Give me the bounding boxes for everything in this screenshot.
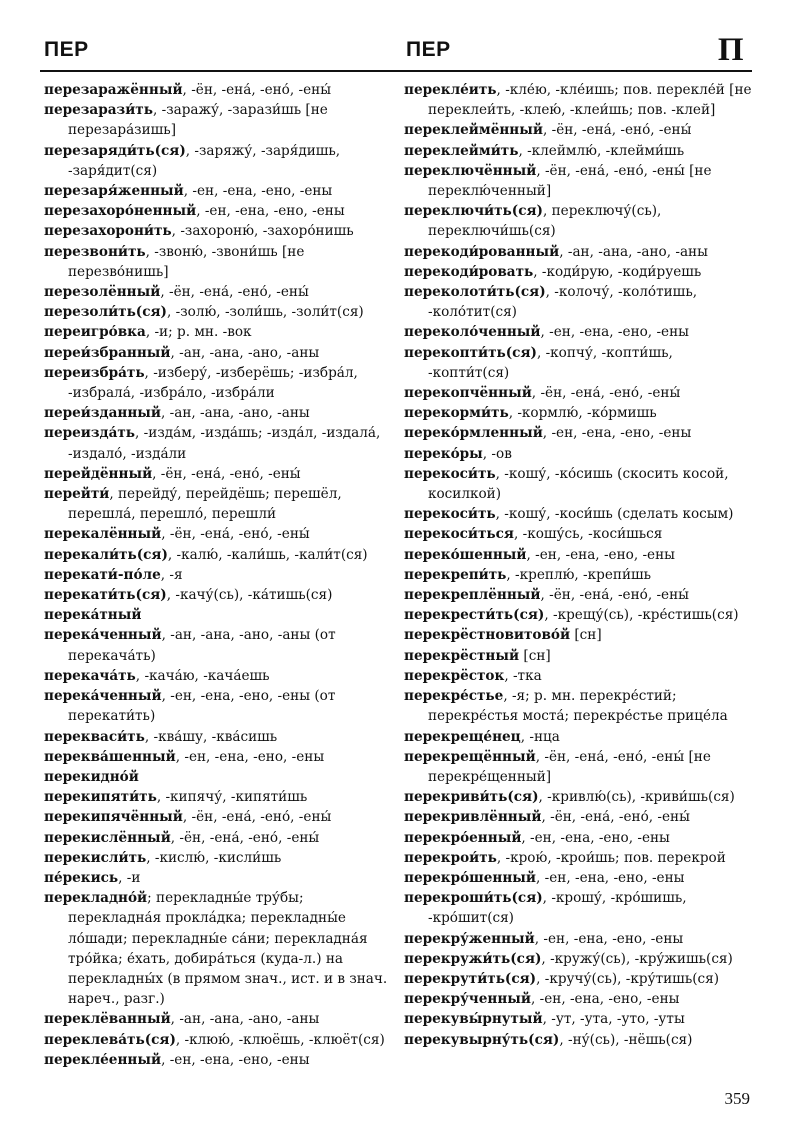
dictionary-entry xyxy=(44,141,396,181)
dictionary-entry xyxy=(404,666,752,686)
entry-forms: , -звоню́, -звони́шь [не перезво́нишь] xyxy=(68,243,305,280)
headword: перекле́ить xyxy=(404,82,497,98)
entry-forms: , -ён, -ена́, -ено́, -ены́ xyxy=(152,465,301,482)
headword: перекрути́ть(ся) xyxy=(404,970,537,987)
dictionary-entry xyxy=(404,605,752,625)
entry-forms: , -ен, -ена, -ено, -ены xyxy=(534,930,684,947)
headword: перекроши́ть(ся) xyxy=(404,890,543,907)
headword: перейдённый xyxy=(44,465,153,482)
headword: перекислённый xyxy=(44,829,171,846)
dictionary-entry xyxy=(404,504,752,524)
dictionary-entry xyxy=(404,80,752,120)
entry-forms: , -копчу́, -копти́шь, -копти́т(ся) xyxy=(428,344,673,381)
headword: переко́рмленный xyxy=(404,425,543,442)
headword: переклейми́ть xyxy=(404,142,519,159)
entry-forms: , -нца xyxy=(520,728,560,745)
headword: перекача́ть xyxy=(44,667,136,684)
entry-forms: , -ён, -ена́, -ено́, -ены́ xyxy=(182,809,332,826)
entry-forms: , -ен, -ена, -ено, -ены xyxy=(526,546,675,563)
headword: перейти́ xyxy=(44,486,110,503)
entry-forms: , -ен, -ена, -ено, -ены xyxy=(161,1051,310,1068)
entry-forms: , -ен, -ена, -ено, -ены xyxy=(536,869,685,886)
dictionary-entry xyxy=(44,585,396,605)
entry-forms: , -ан, -ана, -ано, -аны xyxy=(559,243,708,260)
headword: перезахорони́ть xyxy=(44,223,172,240)
entry-forms: , -ён, -ена́, -ено́, -ены́ xyxy=(540,587,689,604)
headword: перекрести́ть(ся) xyxy=(404,607,545,624)
entry-forms: , -кипячу́, -кипяти́шь xyxy=(156,789,308,806)
headword: перекорми́ть xyxy=(404,405,509,422)
entry-forms: , -кручу́(сь), -кру́тишь(ся) xyxy=(536,970,720,987)
entry-forms: , -и; р. мн. -вок xyxy=(145,324,252,341)
headword: перекрепи́ть xyxy=(404,566,507,583)
center-guide-word: ПЕР xyxy=(406,38,451,61)
left-column xyxy=(44,80,396,1070)
dictionary-entry xyxy=(404,565,752,585)
dictionary-entry xyxy=(44,666,396,686)
entry-forms: , -ов xyxy=(482,445,512,462)
entry-forms: , -клюю́, -клюёшь, -клюёт(ся) xyxy=(175,1031,385,1048)
headword: переключи́ть(ся) xyxy=(404,203,543,220)
headword: перека́тный xyxy=(44,607,142,624)
entry-forms: , -креплю́, -крепи́шь xyxy=(506,566,652,583)
entry-forms: , -ну́(сь), -нёшь(ся) xyxy=(559,1031,693,1048)
headword: переизбра́ть xyxy=(44,364,145,381)
headword: перекипячённый xyxy=(44,809,183,826)
entry-forms: , -ут, -ута, -уто, -уты xyxy=(542,1011,685,1028)
dictionary-entry xyxy=(44,201,396,221)
headword: перезаражённый xyxy=(44,82,183,98)
headword: перекисли́ть xyxy=(44,849,147,866)
entry-forms: , -ён, -ена́, -ено́, -ены́ [не переклю́ченный] xyxy=(428,162,712,200)
dictionary-entry xyxy=(44,343,396,363)
dictionary-entry xyxy=(44,747,396,767)
dictionary-entry xyxy=(44,524,396,544)
headword: перекриви́ть(ся) xyxy=(404,789,539,806)
headword: перекоси́ться xyxy=(404,526,514,543)
entry-forms: , -ан, -ана, -ано, -аны (от перекача́ть) xyxy=(68,627,336,664)
entry-forms: , -качу́(сь), -ка́тишь(ся) xyxy=(166,587,333,604)
dictionary-entry xyxy=(404,646,752,666)
dictionary-entry xyxy=(404,343,752,383)
left-guide-word: ПЕР xyxy=(44,38,89,61)
entry-forms: , -крошу́, -кро́шишь, -кро́шит(ся) xyxy=(428,890,687,927)
dictionary-entry xyxy=(404,1009,752,1029)
headword: перекати́ть(ся) xyxy=(44,587,167,604)
entry-forms: , -ен, -ена, -ено, -ены xyxy=(521,829,670,846)
headword: перезаряди́ть(ся) xyxy=(44,142,186,159)
dictionary-entry xyxy=(404,969,752,989)
running-header xyxy=(40,32,752,72)
headword: перека́ченный xyxy=(44,627,162,644)
entry-forms: ; перекладны́е тру́бы; перекладна́я проклáдка; перекладны́е ло́шади; перекладны́е са́ни; перекладна́я тро́йка; е́хать, добира́ться (куда-л.) на перекладны́х (в прямом знач., ист. и в знач. нареч., разг.) xyxy=(68,890,388,1008)
dictionary-entry xyxy=(44,605,396,625)
headword: пе́рекись xyxy=(44,869,119,886)
headword: перека́ченный xyxy=(44,688,162,705)
dictionary-entry xyxy=(44,403,396,423)
dictionary-entry xyxy=(404,161,752,201)
entry-forms: , -ан, -ана, -ано, -аны xyxy=(170,1011,320,1028)
dictionary-entry xyxy=(44,80,396,100)
headword: переклева́ть(ся) xyxy=(44,1031,176,1048)
entry-forms: , -кривлю́(сь), -криви́шь(ся) xyxy=(538,789,735,806)
dictionary-entry xyxy=(44,625,396,665)
dictionary-entry xyxy=(44,686,396,726)
dictionary-entry xyxy=(404,686,752,726)
dictionary-entry xyxy=(404,423,752,443)
headword: переи́збранный xyxy=(44,344,171,361)
dictionary-entry xyxy=(44,322,396,342)
dictionary-entry xyxy=(44,363,396,403)
dictionary-entry xyxy=(404,868,752,888)
dictionary-entry xyxy=(404,141,752,161)
headword: перекувы́рнутый xyxy=(404,1011,543,1028)
headword: перекреплённый xyxy=(404,587,541,604)
entry-forms: [сн] xyxy=(519,647,551,664)
header-rule xyxy=(40,70,752,72)
headword: перекрёстный xyxy=(404,647,520,664)
headword: перекалённый xyxy=(44,526,162,543)
entry-forms: , -кошу́сь, -коси́шься xyxy=(513,526,663,543)
dictionary-entry xyxy=(44,828,396,848)
dictionary-entry xyxy=(44,181,396,201)
dictionary-entry xyxy=(404,747,752,787)
entry-forms: , -ен, -ена, -ено, -ены xyxy=(540,324,689,341)
headword: перекривлённый xyxy=(404,809,542,826)
dictionary-entry xyxy=(44,807,396,827)
dictionary-entry xyxy=(404,888,752,928)
headword: перекоди́ровать xyxy=(404,263,534,280)
headword: перекипяти́ть xyxy=(44,789,157,806)
headword: переизда́ть xyxy=(44,425,136,442)
entry-forms: , -я xyxy=(160,566,183,583)
dictionary-entry xyxy=(404,625,752,645)
headword: перекрёстновитово́й xyxy=(404,627,571,644)
headword: перекидно́й xyxy=(44,768,139,785)
dictionary-entry xyxy=(44,565,396,585)
section-letter: П xyxy=(717,32,744,68)
entry-forms: , -золю́, -золи́шь, -золи́т(ся) xyxy=(167,304,364,321)
entry-forms: , -изда́м, -изда́шь; -изда́л, -издала́, -издало́, -изда́ли xyxy=(68,425,381,462)
headword: перезахоро́ненный xyxy=(44,203,197,220)
headword: перекувырну́ть(ся) xyxy=(404,1031,560,1048)
dictionary-entry xyxy=(44,545,396,565)
page-number: 359 xyxy=(724,1089,750,1108)
dictionary-entry xyxy=(44,1050,396,1070)
headword: переко́ры xyxy=(404,445,483,462)
dictionary-entry xyxy=(44,302,396,322)
entry-forms: , -колочу́, -коло́тишь, -коло́тит(ся) xyxy=(428,284,698,321)
headword: переклеймённый xyxy=(404,122,543,139)
entry-forms: , -клеймлю́, -клейми́шь xyxy=(518,142,685,159)
headword: переко́шенный xyxy=(404,546,527,563)
headword: перекоси́ть xyxy=(404,465,496,482)
entry-forms: , -ен, -ена, -ено, -ены xyxy=(183,183,333,200)
entry-forms: , -кле́ю, -кле́ишь; пов. перекле́й [не переклеи́ть, -клею́, -клеи́шь; пов. -клей] xyxy=(428,82,752,119)
dictionary-entry xyxy=(404,787,752,807)
headword: перекваси́ть xyxy=(44,728,145,745)
dictionary-entry xyxy=(44,787,396,807)
dictionary-entry xyxy=(404,242,752,262)
entry-forms: [сн] xyxy=(570,627,602,644)
entry-forms: , -я; р. мн. перекре́стий; перекре́стья моста́; перекре́стье прице́ла xyxy=(428,688,728,725)
entry-forms: , перейду́, перейдёшь; перешёл, перешла́, перешло́, перешли́ xyxy=(68,486,342,523)
entry-forms: , -заряжу́, -заря́дишь, -заря́дит(ся) xyxy=(68,142,341,179)
headword: переколо́ченный xyxy=(404,324,541,341)
entry-forms: , -кача́ю, -кача́ешь xyxy=(135,667,270,684)
headword: переклёванный xyxy=(44,1011,171,1028)
dictionary-entry xyxy=(44,221,396,241)
dictionary-entry xyxy=(404,464,752,504)
dictionary-entry xyxy=(44,868,396,888)
dictionary-entry xyxy=(44,282,396,302)
entry-forms: , -ён, -ена́, -ено́, -ены́ xyxy=(170,829,320,846)
entry-forms: , -ква́шу, -ква́сишь xyxy=(144,728,278,745)
entry-forms: , -ен, -ена, -ено, -ены xyxy=(175,748,325,765)
headword: переи́зданный xyxy=(44,405,161,422)
entry-forms: , -кислю́, -кисли́шь xyxy=(146,849,282,866)
dictionary-entry xyxy=(44,484,396,524)
dictionary-entry xyxy=(44,100,396,140)
headword: перезаря́женный xyxy=(44,183,184,200)
headword: перекопти́ть(ся) xyxy=(404,344,537,361)
entry-forms: , -тка xyxy=(504,667,542,684)
dictionary-entry xyxy=(44,888,396,1009)
headword: перекру́ченный xyxy=(404,991,531,1008)
dictionary-entry xyxy=(404,322,752,342)
headword: перезоли́ть(ся) xyxy=(44,304,167,321)
entry-forms: , -ён, -ена́, -ено́, -ены́ xyxy=(541,809,690,826)
dictionary-entry xyxy=(44,1030,396,1050)
entry-forms: , -и xyxy=(118,869,141,886)
headword: перекре́стье xyxy=(404,688,504,705)
dictionary-entry xyxy=(404,201,752,241)
headword: переигро́вка xyxy=(44,324,146,341)
entry-forms: , -ён, -ена́, -ено́, -ены́ xyxy=(161,526,310,543)
entry-forms: , -кошу́, -ко́сишь (скосить косой, косилкой) xyxy=(428,465,729,503)
headword: перекоди́рованный xyxy=(404,243,560,260)
dictionary-entry xyxy=(404,949,752,969)
entry-forms: , -захороню́, -захоро́нишь xyxy=(171,223,354,240)
dictionary-entry xyxy=(44,727,396,747)
dictionary-entry xyxy=(404,120,752,140)
dictionary-entry xyxy=(404,262,752,282)
entry-forms: , -ён, -ена́, -ено́, -ены́ xyxy=(160,284,309,301)
entry-forms: , -ён, -ена́, -ено́, -ены́ [не перекре́щенный] xyxy=(428,748,711,785)
entry-forms: , -ён, -ена́, -ено́, -ены́ xyxy=(531,385,681,402)
dictionary-entry xyxy=(404,1030,752,1050)
headword: перекро́шенный xyxy=(404,869,537,886)
entry-forms: , -ён, -ена́, -ено́, -ены́ xyxy=(542,122,692,139)
dictionary-entry xyxy=(44,1009,396,1029)
dictionary-entry xyxy=(44,464,396,484)
headword: перекрои́ть xyxy=(404,849,497,866)
dictionary-entry xyxy=(404,282,752,322)
dictionary-entry xyxy=(404,989,752,1009)
headword: перекле́енный xyxy=(44,1051,162,1068)
dictionary-entry xyxy=(404,403,752,423)
headword: перезвони́ть xyxy=(44,243,146,260)
headword: перекреще́нец xyxy=(404,728,521,745)
headword: перекладно́й xyxy=(44,890,148,907)
dictionary-entry xyxy=(44,767,396,787)
entry-forms: , -ан, -ана, -ано, -аны xyxy=(170,344,320,361)
headword: перекру́женный xyxy=(404,930,535,947)
dictionary-entry xyxy=(404,848,752,868)
entry-forms: , -крою́, -крои́шь; пов. перекрой xyxy=(496,849,726,866)
headword: перекрещённый xyxy=(404,748,536,765)
headword: перезолённый xyxy=(44,284,161,301)
dictionary-entry xyxy=(404,524,752,544)
entry-forms: , -изберу́, -изберёшь; -избра́л, -избрала́, -избра́ло, -избра́ли xyxy=(68,364,358,402)
entry-forms: , -кошу́, -коси́шь (сделать косым) xyxy=(495,506,734,523)
dictionary-entry xyxy=(404,545,752,565)
entry-forms: , -коди́рую, -коди́руешь xyxy=(533,263,702,280)
entry-forms: , -ен, -ена, -ено, -ены (от перекати́ть) xyxy=(68,688,336,725)
entry-forms: , -ён, -ена́, -ено́, -ены́ xyxy=(182,82,332,98)
headword: переключённый xyxy=(404,162,537,179)
headword: переква́шенный xyxy=(44,748,176,765)
right-column xyxy=(404,80,752,1050)
headword: перекрёсток xyxy=(404,667,505,684)
dictionary-entry xyxy=(44,242,396,282)
headword: перекро́енный xyxy=(404,829,522,846)
dictionary-entry xyxy=(404,585,752,605)
headword: перекружи́ть(ся) xyxy=(404,950,542,967)
entry-forms: , -кормлю́, -ко́рмишь xyxy=(508,405,657,422)
entry-forms: , -ен, -ена, -ено, -ены xyxy=(530,991,680,1008)
dictionary-entry xyxy=(404,807,752,827)
headword: перекали́ть(ся) xyxy=(44,546,168,563)
dictionary-entry xyxy=(404,383,752,403)
headword: перекоси́ть xyxy=(404,506,496,523)
dictionary-entry xyxy=(404,929,752,949)
entry-forms: , -крещу́(сь), -кре́стишь(ся) xyxy=(544,607,739,624)
headword: переколоти́ть(ся) xyxy=(404,284,546,301)
entry-forms: , -калю́, -кали́шь, -кали́т(ся) xyxy=(167,546,368,563)
entry-forms: , -кружу́(сь), -кру́жишь(ся) xyxy=(541,950,733,967)
dictionary-entry xyxy=(44,423,396,463)
headword: перекопчённый xyxy=(404,385,532,402)
dictionary-entry xyxy=(404,444,752,464)
dictionary-entry xyxy=(404,727,752,747)
headword: перезарази́ть xyxy=(44,102,153,119)
dictionary-entry xyxy=(404,828,752,848)
dictionary-entry xyxy=(44,848,396,868)
entry-forms: , -ен, -ена, -ено, -ены xyxy=(542,425,692,442)
entry-forms: , переключу́(сь), переключи́шь(ся) xyxy=(428,203,662,240)
entry-forms: , -заражу́, -зарази́шь [не перезара́зишь] xyxy=(68,102,328,139)
entry-forms: , -ен, -ена, -ено, -ены xyxy=(196,203,345,220)
headword: перекати́-по́ле xyxy=(44,566,161,583)
entry-forms: , -ан, -ана, -ано, -аны xyxy=(161,405,310,422)
